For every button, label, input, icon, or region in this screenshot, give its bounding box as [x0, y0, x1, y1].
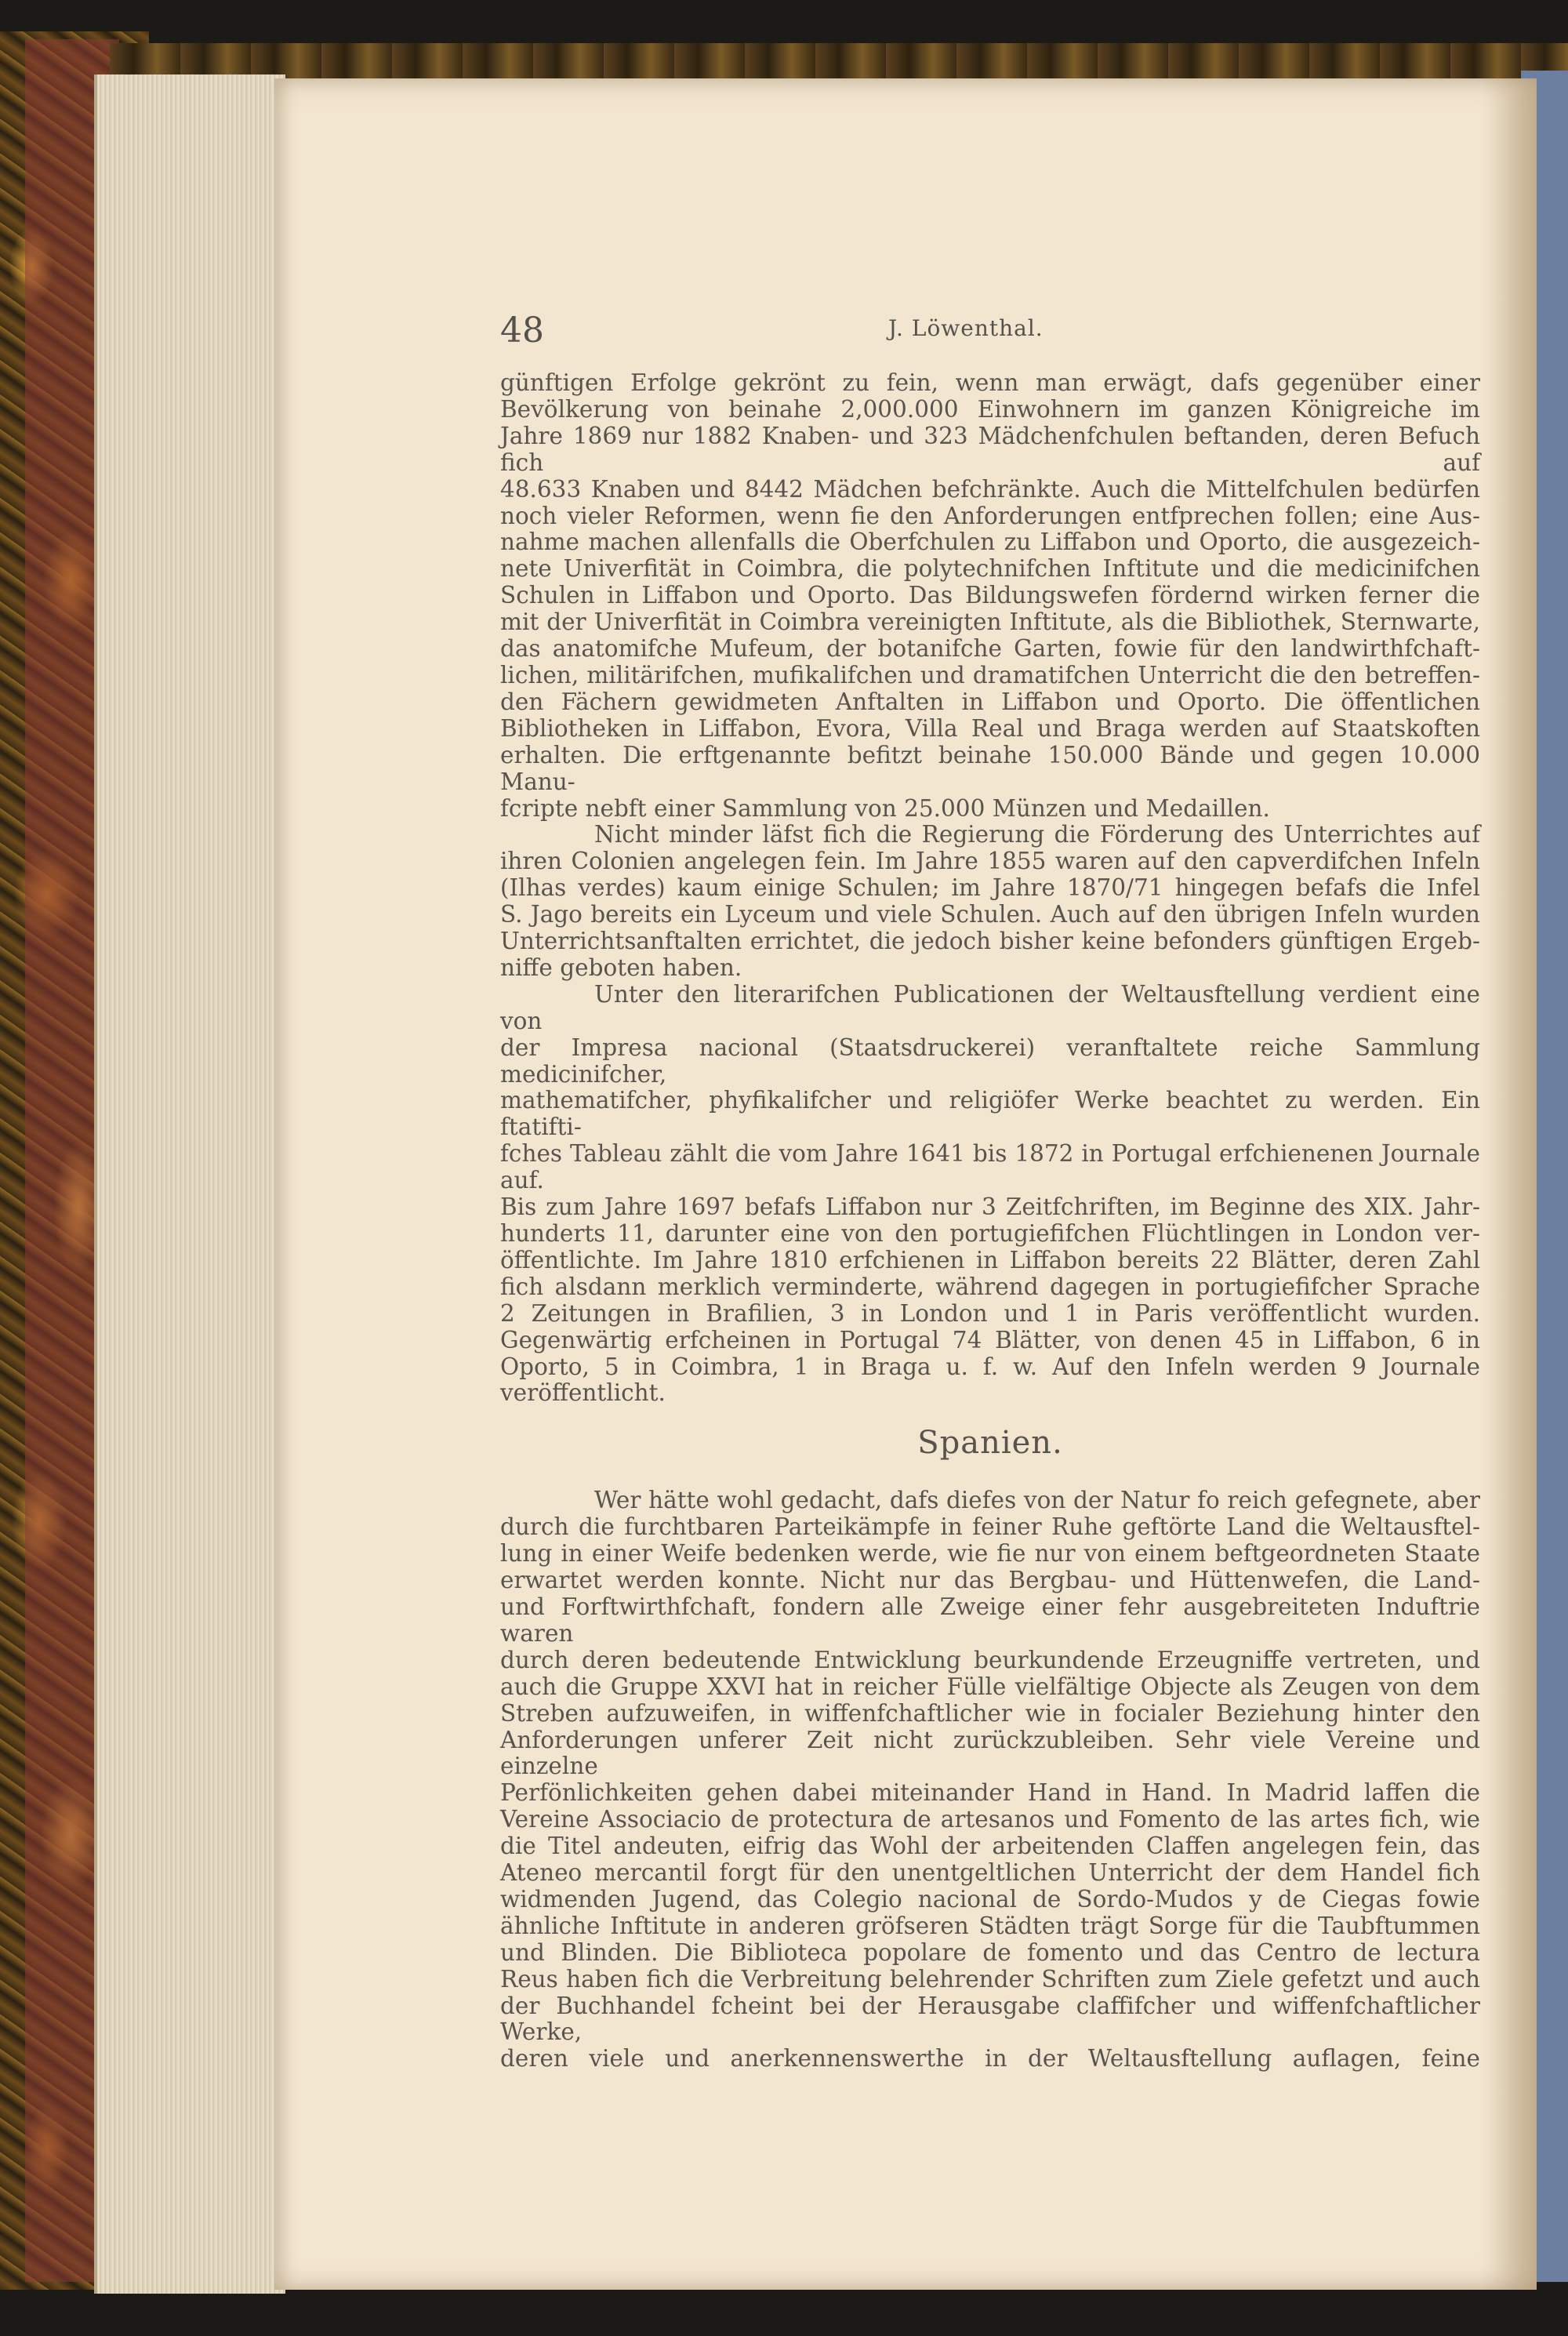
text-line: 2 Zeitungen in Brafilien, 3 in London und 1 in Paris veröffentlicht wurden. [500, 1299, 1480, 1327]
text-line: Unterrichtsanftalten errichtet, die jedoch bisher keine befonders günftigen Ergeb- [500, 928, 1480, 955]
text-line: erwartet werden konnte. Nicht nur das Bergbau- und Hüttenwefen, die Land- [500, 1567, 1480, 1594]
text-line: auch die Gruppe XXVI hat in reicher Fülle vielfältige Objecte als Zeugen von dem [500, 1673, 1480, 1700]
text-line: den Fächern gewidmeten Anftalten in Liffabon und Oporto. Die öffentlichen [500, 688, 1480, 715]
text-line: Nicht minder läfst fich die Regierung die Förderung des Unterrichtes auf [594, 821, 1480, 848]
page-gutter-shadow [1482, 78, 1537, 2290]
text-line: Bis zum Jahre 1697 befafs Liffabon nur 3 Zeitfchriften, im Beginne des XIX. Jahr- [500, 1193, 1480, 1221]
text-line: S. Jago bereits ein Lyceum und viele Schulen. Auch auf den übrigen Infeln wurden [500, 901, 1480, 928]
text-line: der Impresa nacional (Staatsdruckerei) veranftaltete reiche Sammlung medicinifcher, [500, 1034, 1480, 1088]
paragraph-1 [500, 370, 1480, 822]
text-line: noch vieler Reformen, wenn fie den Anforderungen entfprechen follen; eine Aus- [500, 502, 1480, 529]
section-heading: Spanien. [917, 1425, 1063, 1462]
text-line: Bevölkerung von beinahe 2,000.000 Einwohnern im ganzen Königreiche im [500, 395, 1480, 423]
text-line: nete Univerfität in Coimbra, die polytechnifchen Inftitute und die medicinifchen [500, 555, 1480, 583]
page-block-edges [94, 74, 285, 2294]
text-line: hunderts 11, darunter eine von den portugiefifchen Flüchtlingen in London ver- [500, 1220, 1480, 1247]
text-line: Oporto, 5 in Coimbra, 1 in Braga u. f. w. Auf den Infeln werden 9 Journale [500, 1353, 1480, 1380]
text-line: fches Tableau zählt die vom Jahre 1641 bis 1872 in Portugal erfchienenen Journale auf. [500, 1140, 1480, 1194]
text-line: die Titel andeuten, eifrig das Wohl der arbeitenden Claffen angelegen fein, das [500, 1833, 1480, 1860]
text-line: widmenden Jugend, das Colegio nacional de Sordo-Mudos y de Ciegas fowie [500, 1885, 1480, 1913]
text-line: Perfönlichkeiten gehen dabei miteinander Hand in Hand. In Madrid laffen die [500, 1779, 1480, 1807]
text-line: öffentlichte. Im Jahre 1810 erfchienen in Liffabon bereits 22 Blätter, deren Zahl [500, 1246, 1480, 1273]
page-header [500, 307, 1568, 362]
text-line: veröffentlicht. [500, 1379, 666, 1407]
text-line: Streben aufzuweifen, in wiffenfchaftlicher wie in focialer Beziehung hinter den [500, 1699, 1480, 1727]
text-line: 48.633 Knaben und 8442 Mädchen befchränkte. Auch die Mittelfchulen bedürfen [500, 475, 1480, 503]
text-line: der Buchhandel fcheint bei der Herausgabe claffifcher und wiffenfchaftlicher Werke, [500, 1992, 1480, 2046]
text-line: durch die furchtbaren Parteikämpfe in feiner Ruhe geftörte Land die Weltausftel- [500, 1513, 1480, 1541]
text-line: durch deren bedeutende Entwicklung beurkundende Erzeugniffe vertreten, und [500, 1646, 1480, 1673]
paragraph-3 [500, 982, 1480, 1408]
text-line: Gegenwärtig erfcheinen in Portugal 74 Blätter, von denen 45 in Liffabon, 6 in [500, 1326, 1480, 1353]
text-line: Anforderungen unferer Zeit nicht zurückzubleiben. Sehr viele Vereine und einzelne [500, 1726, 1480, 1780]
body-text [500, 370, 1480, 2073]
text-line: Reus haben fich die Verbreitung belehrender Schriften zum Ziele gefetzt und auch [500, 1965, 1480, 1993]
text-line: Jahre 1869 nur 1882 Knaben- und 323 Mädchenfchulen beftanden, deren Befuch fich auf [500, 422, 1480, 476]
text-line: ihren Colonien angelegen fein. Im Jahre 1855 waren auf den capverdifchen Infeln [500, 848, 1480, 875]
text-line: mathematifcher, phyfikalifcher und religiöfer Werke beachtet zu werden. Ein ftatifti- [500, 1087, 1480, 1141]
text-line: Ateneo mercantil forgt für den unentgeltlichen Unterricht der dem Handel fich [500, 1859, 1480, 1887]
text-line: ähnliche Inftitute in anderen gröfseren Städten trägt Sorge für die Taubftummen [500, 1912, 1480, 1939]
text-line: fcripte nebft einer Sammlung von 25.000 Münzen und Medaillen. [500, 794, 1270, 822]
text-line: deren viele und anerkennenswerthe in der Weltausftellung auflagen, feine [500, 2045, 1480, 2073]
text-line: lung in einer Weife bedenken werde, wie fie nur von einem beftgeordneten Staate [500, 1540, 1480, 1568]
text-line: mit der Univerfität in Coimbra vereinigten Inftitute, als die Bibliothek, Sternwarte, [500, 609, 1480, 636]
page-number: 48 [500, 311, 544, 351]
text-line: und Forftwirthfchaft, fondern alle Zweige einer fehr ausgebreiteten Induftrie waren [500, 1593, 1480, 1647]
text-line: (Ilhas verdes) kaum einige Schulen; im Jahre 1870/71 hingegen befafs die Infel [500, 874, 1480, 902]
text-line: Unter den literarifchen Publicationen der Weltausftellung verdient eine von [500, 980, 1480, 1034]
text-line: nahme machen allenfalls die Oberfchulen zu Liffabon und Oporto, die ausgezeich- [500, 529, 1480, 556]
running-head: J. Löwenthal. [888, 315, 1044, 341]
text-line: lichen, militärifchen, mufikalifchen und dramatifchen Unterricht die den betreffen- [500, 661, 1480, 688]
text-line: Vereine Associacio de protectura de artesanos und Fomento de las artes fich, wie [500, 1806, 1480, 1833]
book-page [274, 78, 1537, 2290]
text-line: günftigen Erfolge gekrönt zu fein, wenn man erwägt, dafs gegenüber einer [500, 369, 1480, 396]
paragraph-2 [500, 822, 1480, 981]
text-line: das anatomifche Mufeum, der botanifche Garten, fowie für den landwirthfchaft- [500, 635, 1480, 663]
text-line: fich alsdann merklich verminderte, während dagegen in portugiefifcher Sprache [500, 1273, 1480, 1300]
text-line: niffe geboten haben. [500, 954, 742, 981]
text-line: Wer hätte wohl gedacht, dafs diefes von der Natur fo reich gefegnete, aber [594, 1487, 1480, 1514]
paragraph-4 [500, 1488, 1480, 2073]
text-line: und Blinden. Die Biblioteca popolare de fomento und das Centro de lectura [500, 1938, 1480, 1966]
text-line: Schulen in Liffabon und Oporto. Das Bildungswefen fördernd wirken ferner die [500, 582, 1480, 609]
text-line: Bibliotheken in Liffabon, Evora, Villa Real und Braga werden auf Staatskoften [500, 714, 1480, 742]
text-line: erhalten. Die erftgenannte befitzt beinahe 150.000 Bände und gegen 10.000 Manu- [500, 741, 1480, 795]
